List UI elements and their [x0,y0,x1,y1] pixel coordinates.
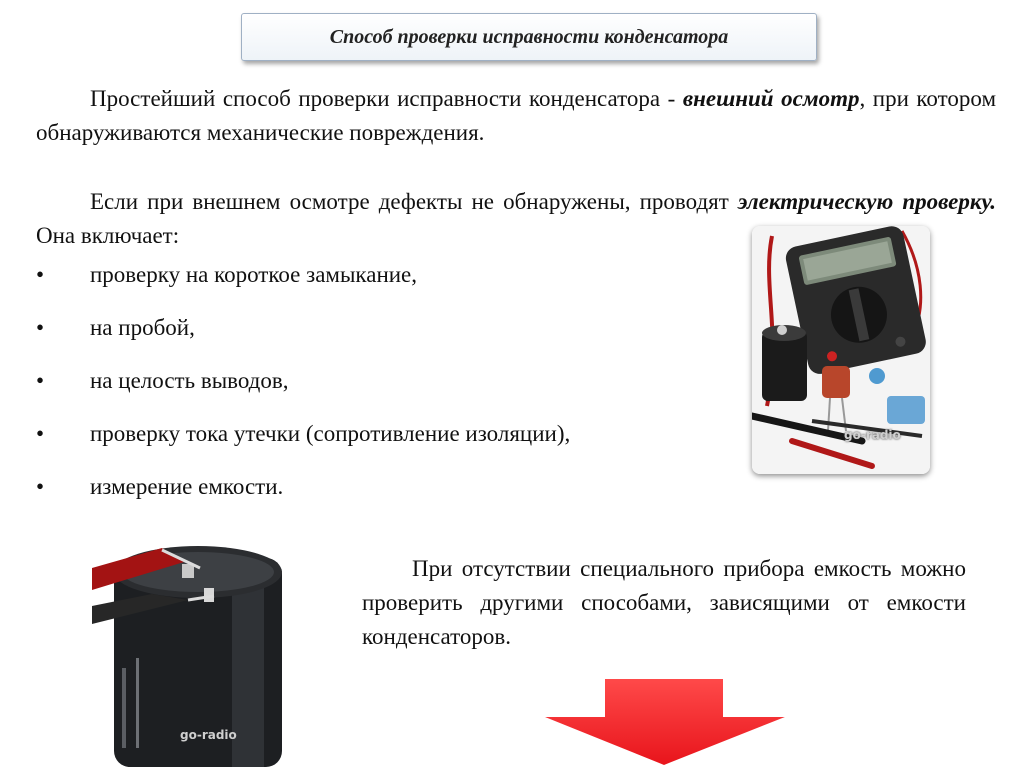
photo-watermark: go-radio [180,728,237,742]
paragraph-2-emphasis: электрическую проверку. [737,189,996,214]
bullet-marker: • [36,368,45,393]
bullet-marker: • [36,474,45,499]
paragraph-2-text-b: Она включает: [36,223,180,248]
bullet-marker: • [36,315,45,340]
slide-title-box [241,13,817,61]
paragraph-1-emphasis: внешний осмотр [682,86,860,111]
paragraph-alternative-methods [362,552,966,654]
paragraph-1-text-b: , при котором обнаруживаются механические повреждения. [36,86,996,145]
multimeter-illustration [752,226,930,474]
photo-watermark: go-radio [844,428,901,442]
list-item-text: измерение емкости. [90,474,284,499]
bullet-marker: • [36,421,45,446]
list-item-text: на целость выводов, [90,368,289,393]
capacitor-photo [92,528,292,767]
list-item-text: проверку на короткое замыкание, [90,262,418,287]
multimeter-photo [752,226,930,474]
bullet-marker: • [36,262,45,287]
list-item-text: на пробой, [90,315,195,340]
paragraph-3-text: При отсутствии специального прибора емкость можно проверить другими способами, зависящими от емкости конденсаторов. [362,556,966,649]
down-arrow-icon [538,676,792,767]
paragraph-visual-inspection [36,82,996,150]
list-item-text: проверку тока утечки (сопротивление изоляции), [90,421,571,446]
paragraph-2-text-a: Если при внешнем осмотре дефекты не обнаружены, проводят [90,189,738,214]
paragraph-1-text-a: Простейший способ проверки исправности конденсатора - [90,86,683,111]
slide-title: Способ проверки исправности конденсатора [329,25,729,48]
